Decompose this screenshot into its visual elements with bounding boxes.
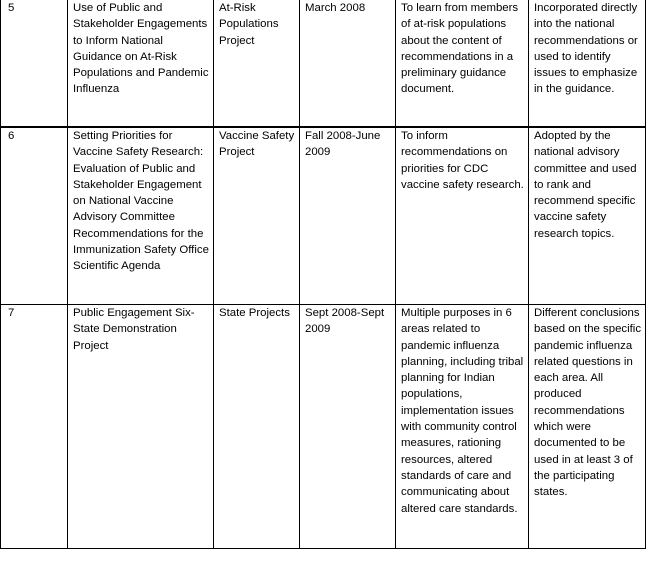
- date-cell: Sept 2008-Sept 2009: [300, 305, 396, 549]
- table-row: [1, 0, 646, 127]
- outcome-cell: Adopted by the national advisory committee and used to rank and recommend specific vaccine safety research topics.: [529, 127, 646, 305]
- purpose-cell: To inform recommendations on priorities for CDC vaccine safety research.: [396, 127, 529, 305]
- purpose-cell: Multiple purposes in 6 areas related to pandemic influenza planning, including tribal planning for Indian populations, implementation issues with community control measures, rationing resources, altered standards of care and communicating about altered care standards.: [396, 305, 529, 549]
- row-number-cell: 5: [1, 0, 68, 127]
- purpose-cell: To learn from members of at-risk populations about the content of recommendations in a preliminary guidance document.: [396, 0, 529, 127]
- outcome-cell: Incorporated directly into the national recommendations or used to identify issues to emphasize in the guidance.: [529, 0, 646, 127]
- project-name-cell: State Projects: [214, 305, 300, 549]
- row-number-cell: 6: [1, 127, 68, 305]
- date-cell: March 2008: [300, 0, 396, 127]
- project-title-cell: Use of Public and Stakeholder Engagements to Inform National Guidance on At-Risk Populations and Pandemic Influenza: [68, 0, 214, 127]
- table-row: [1, 127, 646, 305]
- table-row: [1, 305, 646, 549]
- project-title-cell: Public Engagement Six-State Demonstration Project: [68, 305, 214, 549]
- date-cell: Fall 2008-June 2009: [300, 127, 396, 305]
- row-number-cell: 7: [1, 305, 68, 549]
- project-name-cell: At-Risk Populations Project: [214, 0, 300, 127]
- project-name-cell: Vaccine Safety Project: [214, 127, 300, 305]
- project-title-cell: Setting Priorities for Vaccine Safety Research: Evaluation of Public and Stakeholder Engagement on National Vaccine Advisory Committee Recommendations for the Immunization Safety Office Scientific Agenda: [68, 127, 214, 305]
- outcome-cell: Different conclusions based on the specific pandemic influenza related questions in each area. All produced recommendations which were documented to be used in at least 3 of the participating states.: [529, 305, 646, 549]
